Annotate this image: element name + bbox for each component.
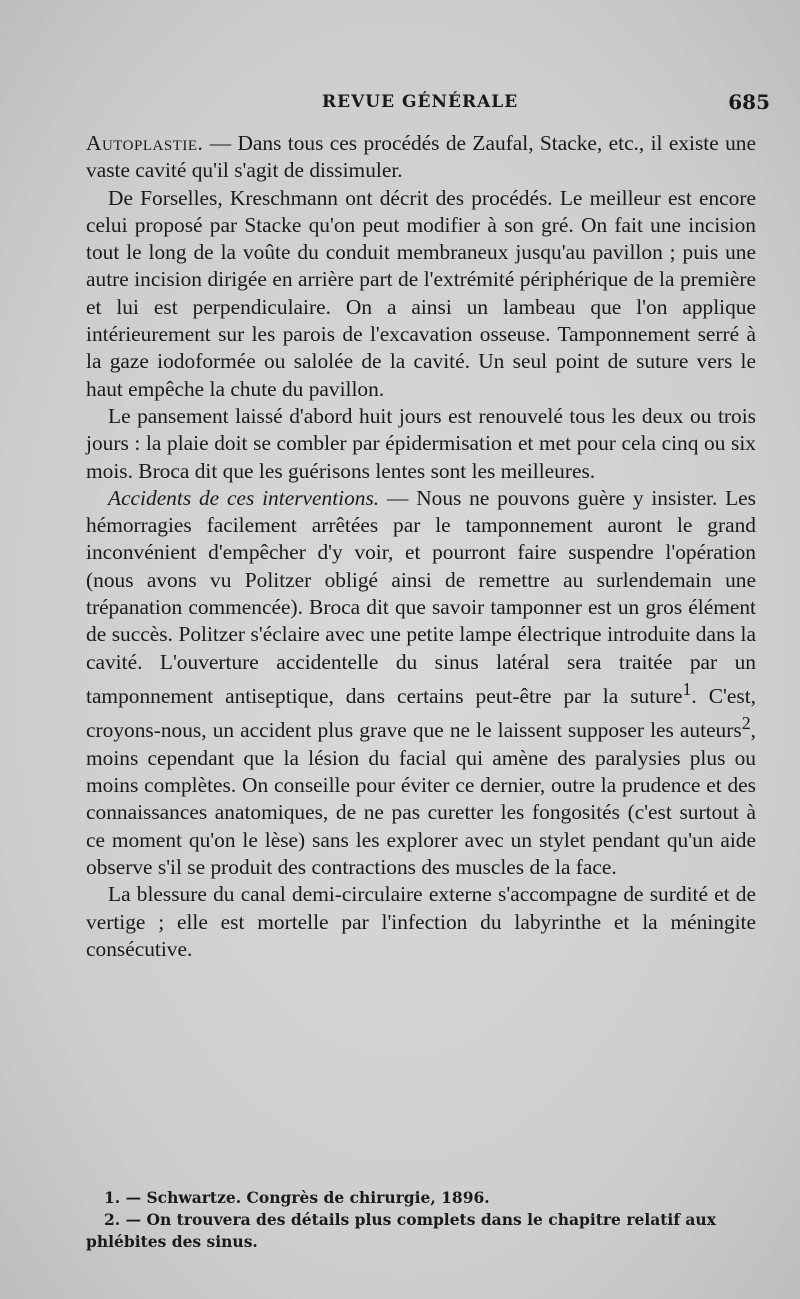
paragraph-accidents — [86, 485, 756, 881]
footnotes — [86, 1187, 766, 1253]
paragraph-text: — Dans tous ces procédés de Zaufal, Stacke, etc., il existe une vaste cavité qu'il s'agit de dissimuler. — [86, 131, 756, 183]
paragraph-autoplastie — [86, 130, 756, 185]
paragraph-pansement: Le pansement laissé d'abord huit jours est renouvelé tous les deux ou trois jours : la plaie doit se combler par épidermisation et met pour cela cinq ou six mois. Broca dit que les guérisons lentes sont les meilleures. — [86, 403, 756, 483]
footnote-ref: 2 — [741, 713, 751, 734]
running-title: REVUE GÉNÉRALE — [322, 92, 519, 112]
footnote-2: 2. — On trouvera des détails plus complets dans le chapitre relatif aux phlébites des sinus. — [86, 1210, 716, 1251]
paragraph-lead: Autoplastie. — [86, 131, 204, 155]
paragraph-blessure: La blessure du canal demi-circulaire externe s'accompagne de surdité et de vertige ; elle est mortelle par l'infection du labyrinthe et la méningite consécutive. — [86, 882, 756, 961]
paragraph-text: . C'est, croyons-nous, un accident plus grave que ne le laissent supposer les auteurs — [86, 684, 756, 743]
paragraph-procedures: De Forselles, Kreschmann ont décrit des procédés. Le meilleur est encore celui proposé par Stacke qu'on peut modifier à son gré. On fait une incision tout le long de la voûte du conduit membraneux jusqu'au pavillon ; puis une autre incision dirigée en arrière part de l'extrémité périphérique de la première et lui est perpendiculaire. On a ainsi un lambeau que l'on applique intérieurement sur les parois de l'excavation osseuse. Tamponnement serré à la gaze iodoformée ou salolée de la cavité. Un seul point de suture vers le haut empêche la chute du pavillon. — [86, 185, 756, 401]
paragraph-text: , moins cependant que la lésion du facial qui amène des paralysies plus ou moins complètes. On conseille pour éviter ce dernier, outre la prudence et des connaissances anatomiques, de ne pas curetter les fongosités (c'est surtout à ce moment qu'on le lèse) sans les explorer avec un stylet pendant qu'un aide observe s'il se produit des contractions des muscles de la face. — [86, 718, 756, 879]
footnote-ref: 1 — [682, 678, 692, 699]
paragraph-text: — Nous ne pouvons guère y insister. Les hémorragies facilement arrêtées par le tamponnement auront le grand inconvénient d'empêcher d'y voir, et pourront faire suspendre l'opération (nous avons vu Politzer obligé ainsi de remettre au surlendemain une trépanation commencée). Broca dit que savoir tamponner est un gros élément de succès. Politzer s'éclaire avec une petite lampe électrique introduite dans la cavité. L'ouverture accidentelle du sinus latéral sera traitée par un tamponnement antiseptique, dans certains peut-être par la suture — [86, 485, 757, 709]
running-header — [0, 92, 800, 116]
section-heading: Accidents de ces interventions. — [108, 485, 380, 510]
body-text — [86, 130, 756, 963]
footnote-1: 1. — Schwartze. Congrès de chirurgie, 1896. — [104, 1188, 490, 1207]
page-number: 685 — [728, 90, 770, 114]
